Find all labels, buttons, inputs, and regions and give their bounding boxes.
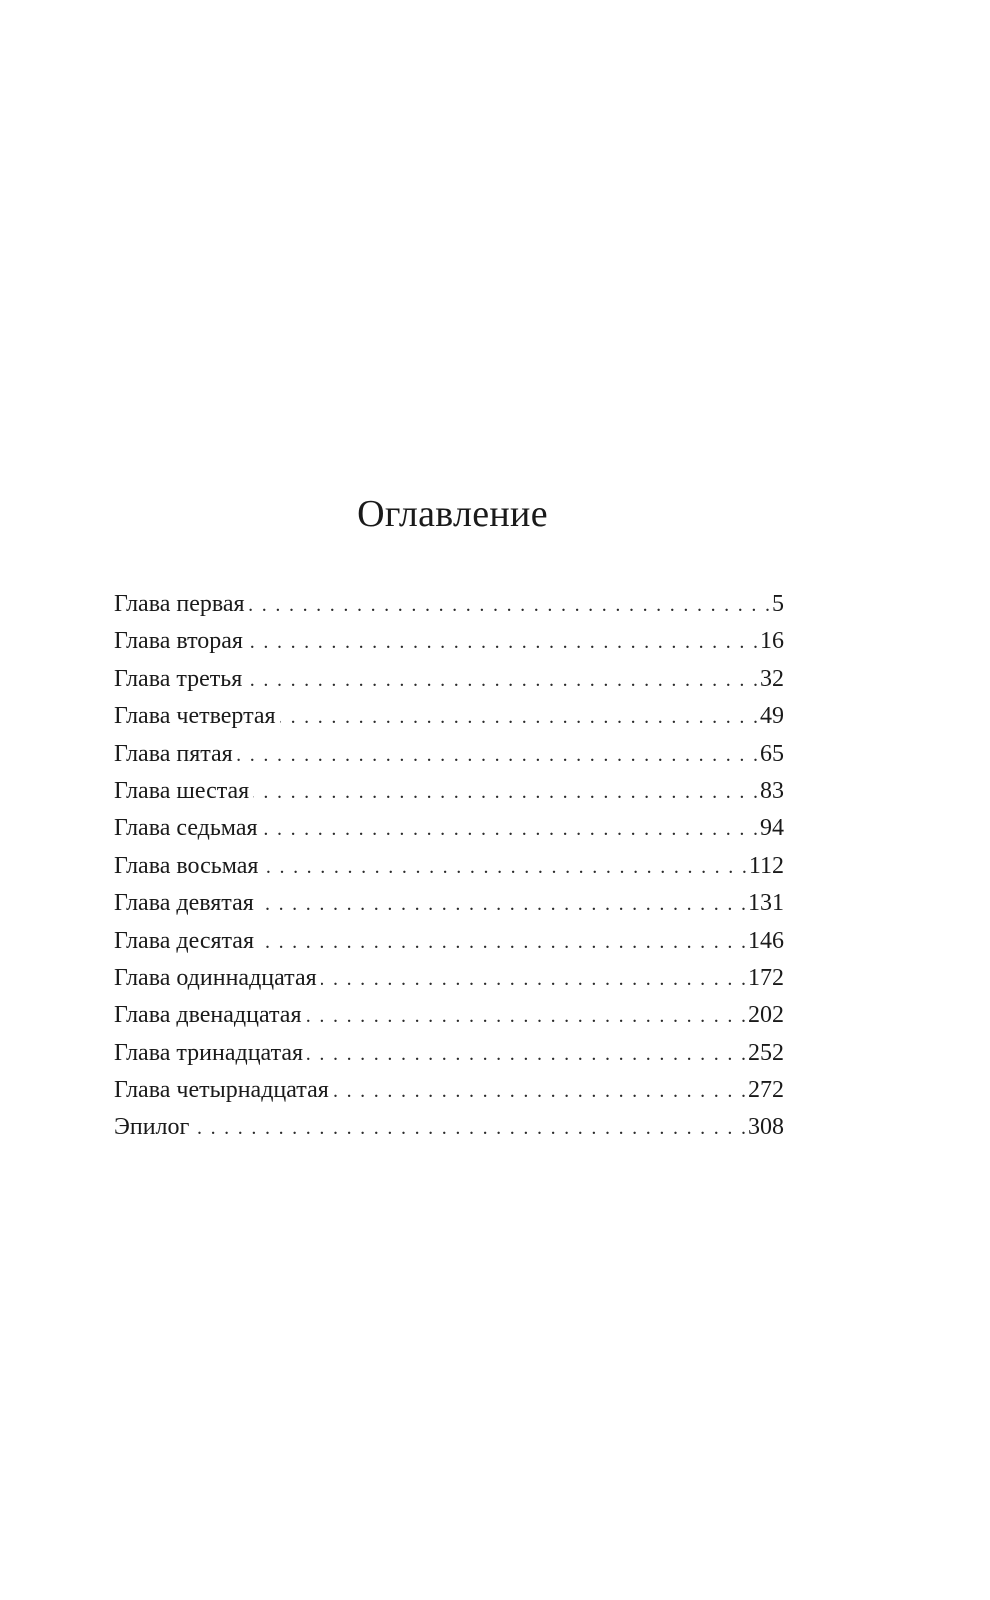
toc-entry-page: 131	[748, 890, 784, 917]
toc-entry-label: Глава девятая	[114, 890, 254, 917]
toc-entry[interactable]	[114, 698, 784, 735]
toc-entry[interactable]	[114, 623, 784, 660]
toc-entry-page: 65	[760, 740, 784, 767]
toc-entry-label: Глава первая	[114, 591, 245, 617]
toc-entry[interactable]	[114, 773, 784, 810]
toc-entry-page: 252	[748, 1039, 784, 1066]
toc-entry-page: 83	[760, 777, 784, 804]
toc-entry-page: 272	[748, 1077, 784, 1104]
toc-entry-label: Глава восьмая	[114, 852, 259, 879]
toc-entry[interactable]	[114, 586, 784, 623]
toc-entry-page: 146	[748, 927, 784, 954]
toc-entry-label: Глава вторая	[114, 628, 243, 655]
page-title: Оглавление	[357, 493, 548, 535]
dot-leader	[258, 924, 746, 960]
toc-entry-page: 308	[748, 1114, 784, 1141]
toc-entry[interactable]	[114, 885, 784, 922]
toc-entry-page: 94	[760, 815, 784, 842]
toc-entry[interactable]	[114, 810, 784, 847]
toc-entry-label: Глава двенадцатая	[114, 1002, 302, 1029]
toc-entry-label: Глава четвертая	[114, 703, 276, 730]
toc-entry[interactable]	[114, 848, 784, 885]
dot-leader	[262, 811, 758, 847]
toc-entry-page: 172	[748, 964, 784, 991]
toc-entry-label: Эпилог	[114, 1114, 190, 1141]
toc-entry-label: Глава седьмая	[114, 815, 258, 842]
toc-entry-label: Глава четырнадцатая	[114, 1077, 329, 1104]
dot-leader	[305, 998, 746, 1034]
toc-entry-label: Глава десятая	[114, 927, 254, 954]
table-of-contents	[114, 586, 784, 1147]
toc-entry-page: 5	[772, 591, 784, 617]
toc-entry[interactable]	[114, 960, 784, 997]
dot-leader	[280, 699, 758, 735]
toc-entry-label: Глава одиннадцатая	[114, 964, 317, 991]
dot-leader	[249, 587, 770, 623]
toc-entry[interactable]	[114, 736, 784, 773]
toc-entry-page: 202	[748, 1002, 784, 1029]
dot-leader	[262, 849, 746, 885]
dot-leader	[253, 774, 758, 810]
toc-entry-label: Глава пятая	[114, 740, 233, 767]
toc-entry-page: 112	[748, 852, 784, 879]
toc-entry-page: 32	[760, 665, 784, 692]
toc-entry-page: 49	[760, 703, 784, 730]
dot-leader	[246, 662, 758, 698]
toc-entry-label: Глава тринадцатая	[114, 1039, 304, 1066]
toc-entry[interactable]	[114, 1035, 784, 1072]
toc-entry[interactable]	[114, 661, 784, 698]
dot-leader	[237, 737, 758, 773]
dot-leader	[193, 1110, 746, 1146]
toc-entry[interactable]	[114, 997, 784, 1034]
dot-leader	[321, 961, 746, 997]
toc-entry-label: Глава третья	[114, 665, 243, 692]
toc-entry[interactable]	[114, 1109, 784, 1146]
toc-entry-label: Глава шестая	[114, 777, 250, 804]
dot-leader	[333, 1073, 746, 1109]
dot-leader	[247, 624, 758, 660]
dot-leader	[307, 1036, 746, 1072]
toc-entry-page: 16	[760, 628, 784, 655]
toc-entry[interactable]	[114, 923, 784, 960]
dot-leader	[258, 886, 746, 922]
toc-entry[interactable]	[114, 1072, 784, 1109]
